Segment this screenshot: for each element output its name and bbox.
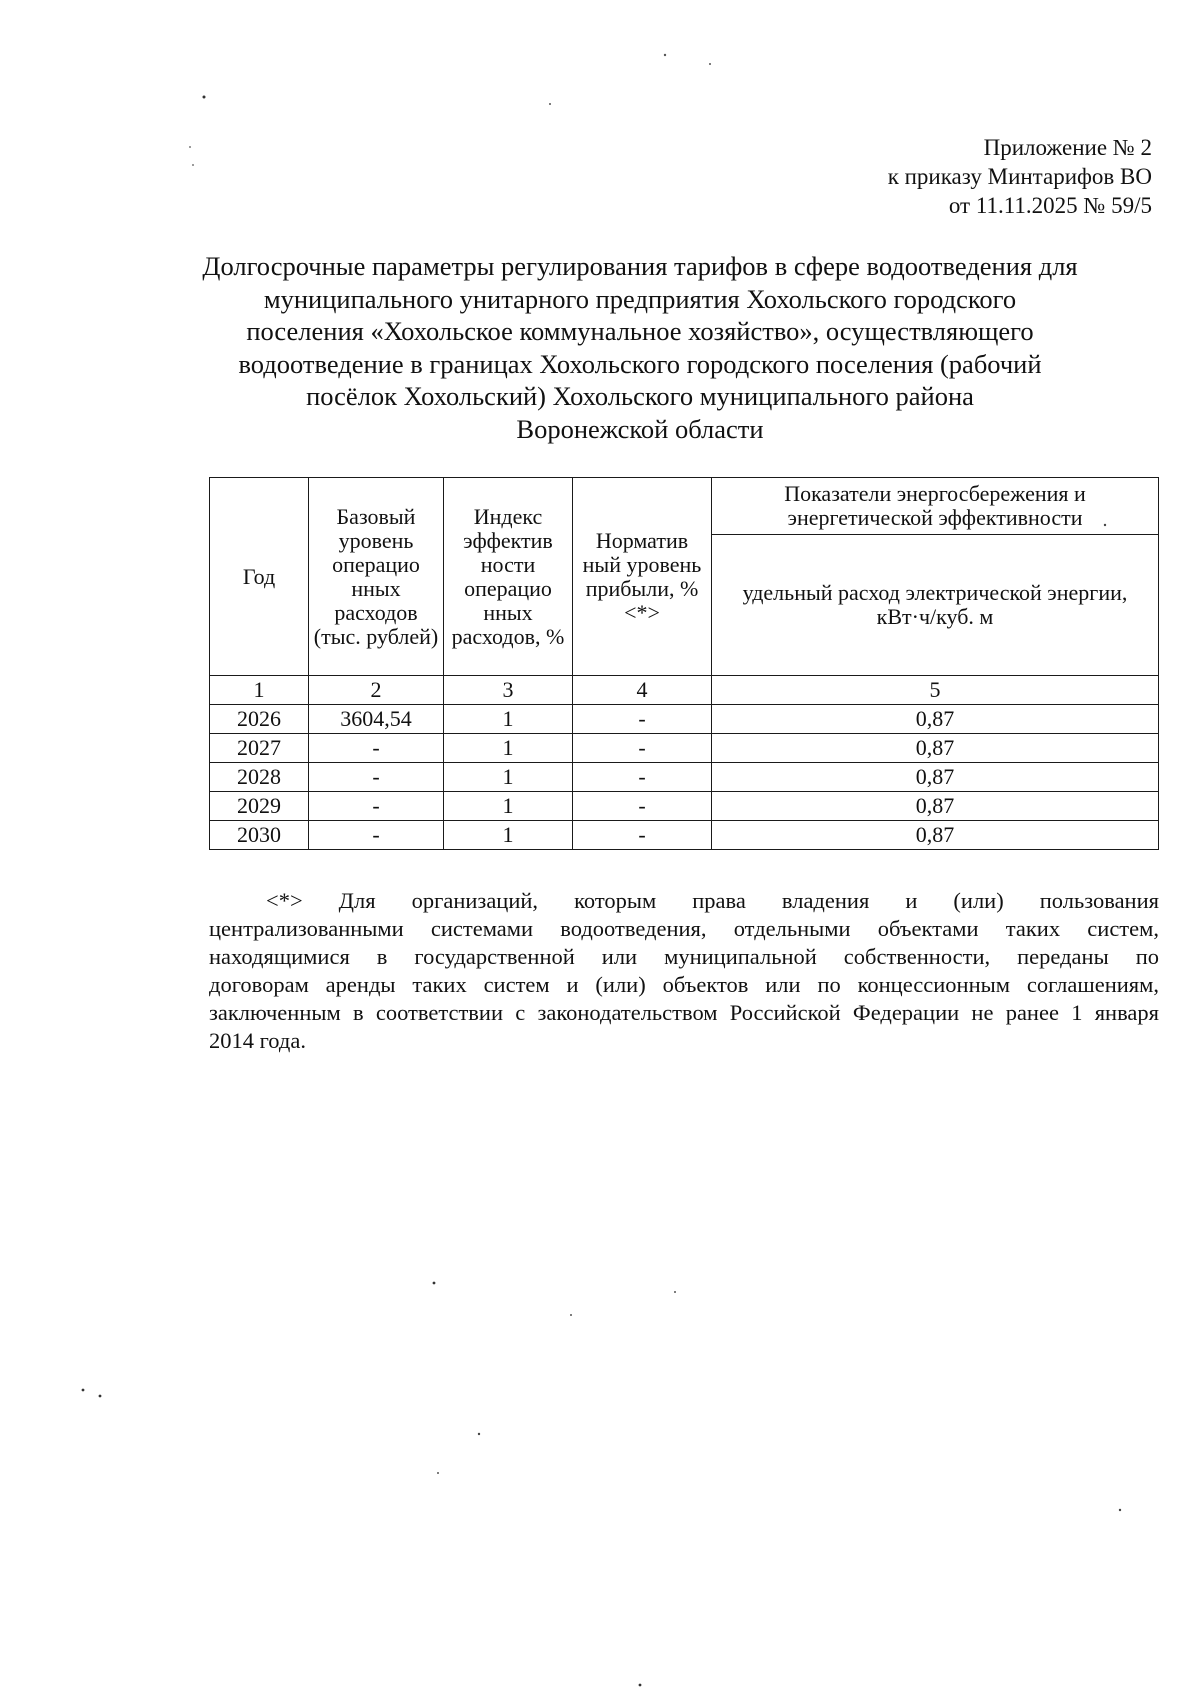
title-line: водоотведение в границах Хохольского городского поселения (рабочий	[238, 348, 1042, 379]
header-year: Год	[210, 478, 309, 676]
cell-energy: 0,87	[712, 792, 1159, 821]
footnote-line: <*> Для организаций, которым права владения и (или) пользования	[266, 888, 1159, 913]
cell-efficiency-index: 1	[444, 763, 573, 792]
cell-energy: 0,87	[712, 705, 1159, 734]
header-base-level: Базовый уровень операцио нных расходов (тыс. рублей)	[309, 478, 444, 676]
cell-base-level: 3604,54	[309, 705, 444, 734]
cell-base-level: -	[309, 734, 444, 763]
header-energy-indicators: Показатели энергосбережения и энергетической эффективности	[712, 478, 1159, 535]
appendix-number: Приложение № 2	[983, 135, 1152, 160]
cell-year: 2026	[210, 705, 309, 734]
table-row	[210, 705, 1159, 734]
document-title	[190, 250, 1090, 445]
cell-efficiency-index: 1	[444, 792, 573, 821]
table-row	[210, 821, 1159, 850]
appendix-order-date: от 11.11.2025 № 59/5	[948, 193, 1152, 218]
title-line: Долгосрочные параметры регулирования тарифов в сфере водоотведения для	[202, 251, 1078, 281]
cell-year: 2027	[210, 734, 309, 763]
cell-profit-level: -	[573, 792, 712, 821]
cell-profit-level: -	[573, 734, 712, 763]
footnote-line: 2014 года.	[209, 1028, 306, 1053]
cell-efficiency-index: 1	[444, 705, 573, 734]
table-row	[210, 763, 1159, 792]
cell-energy: 0,87	[712, 763, 1159, 792]
title-line: муниципального унитарного предприятия Хохольского городского	[263, 283, 1017, 314]
cell-efficiency-index: 1	[444, 821, 573, 850]
appendix-reference	[888, 133, 1152, 220]
tariff-parameters-table	[209, 477, 1159, 850]
column-number: 1	[210, 676, 309, 705]
cell-profit-level: -	[573, 763, 712, 792]
appendix-order-ref: к приказу Минтарифов ВО	[887, 164, 1152, 189]
column-number: 5	[712, 676, 1159, 705]
footnote-line: заключенным в соответствии с законодательством Российской Федерации не ранее 1 января	[209, 1000, 1159, 1025]
footnote-line: договорам аренды таких систем и (или) объектов или по концессионным соглашениям,	[209, 972, 1159, 997]
cell-energy: 0,87	[712, 734, 1159, 763]
cell-base-level: -	[309, 792, 444, 821]
column-number-row	[210, 676, 1159, 705]
title-line: Воронежской области	[516, 413, 764, 444]
cell-year: 2030	[210, 821, 309, 850]
cell-base-level: -	[309, 821, 444, 850]
header-profit-level: Норматив ный уровень прибыли, % <*>	[573, 478, 712, 676]
footnote-line: централизованными системами водоотведения, отдельными объектами таких систем,	[209, 916, 1159, 941]
footnote-line: находящимися в государственной или муниципальной собственности, переданы по	[209, 944, 1159, 969]
cell-profit-level: -	[573, 821, 712, 850]
table-row	[210, 792, 1159, 821]
cell-year: 2028	[210, 763, 309, 792]
table-row	[210, 734, 1159, 763]
cell-year: 2029	[210, 792, 309, 821]
footnote	[209, 887, 1159, 1055]
cell-efficiency-index: 1	[444, 734, 573, 763]
cell-energy: 0,87	[712, 821, 1159, 850]
header-efficiency-index: Индекс эффектив ности операцио нных расходов, %	[444, 478, 573, 676]
header-energy-consumption: удельный расход электрической энергии, кВт·ч/куб. м	[712, 535, 1159, 676]
cell-base-level: -	[309, 763, 444, 792]
title-line: посёлок Хохольский) Хохольского муниципального района	[306, 381, 974, 411]
cell-profit-level: -	[573, 705, 712, 734]
column-number: 4	[573, 676, 712, 705]
column-number: 3	[444, 676, 573, 705]
column-number: 2	[309, 676, 444, 705]
title-line: поселения «Хохольское коммунальное хозяйство», осуществляющего	[246, 316, 1034, 346]
